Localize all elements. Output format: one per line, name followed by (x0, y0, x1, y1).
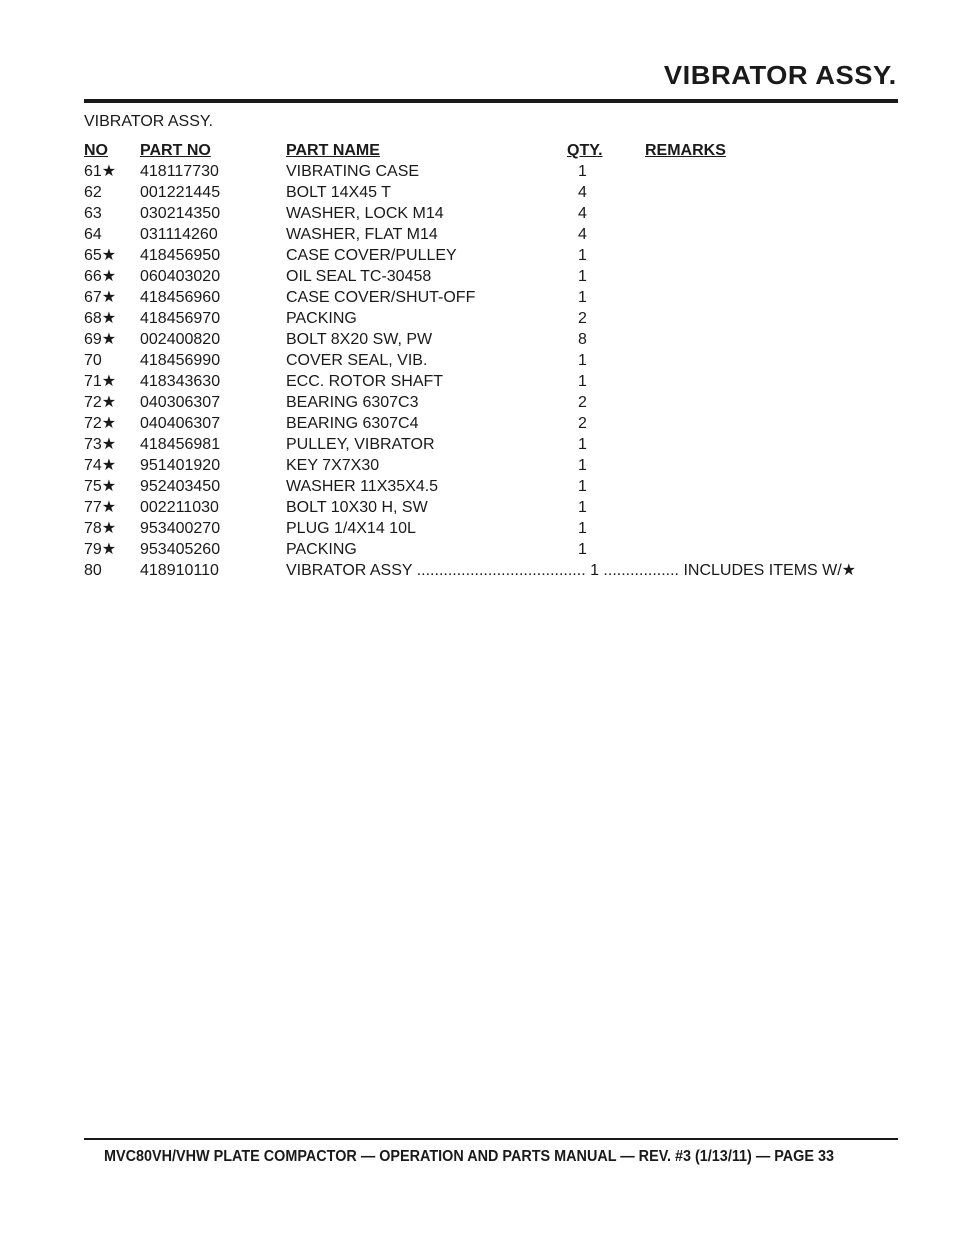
row-part-name: OIL SEAL TC-30458 (286, 268, 432, 285)
footer-text: MVC80VH/VHW PLATE COMPACTOR — OPERATION AND PARTS MANUAL — REV. #3 (1/13/11) — PAGE 33 (104, 1148, 834, 1165)
row-no: 79★ (84, 541, 117, 558)
row-qty: 8 (578, 331, 587, 348)
row-part-no: 953400270 (140, 520, 221, 537)
table-row (84, 392, 884, 413)
table-row (84, 539, 884, 560)
page-title: VIBRATOR ASSY. (664, 60, 897, 90)
row-part-name: CASE COVER/PULLEY (286, 247, 457, 264)
table-row (84, 434, 884, 455)
row-part-no: 418456981 (140, 436, 221, 453)
header-part-name: PART NAME (286, 142, 380, 159)
row-no: 77★ (84, 499, 117, 516)
row-qty: 1 (578, 436, 587, 453)
row-part-name: WASHER 11X35X4.5 (286, 478, 439, 495)
parts-table (84, 140, 884, 581)
row-part-name: COVER SEAL, VIB. (286, 352, 428, 369)
row-part-no: 418343630 (140, 373, 221, 390)
row-qty: 1 (578, 520, 587, 537)
row-qty: 1 (578, 289, 587, 306)
row-part-no: 951401920 (140, 457, 221, 474)
row-part-name: BEARING 6307C4 (286, 415, 419, 432)
table-row-last (84, 560, 884, 581)
row-part-no: 952403450 (140, 478, 221, 495)
row-part-no: 040406307 (140, 415, 221, 432)
header-no: NO (84, 142, 108, 159)
table-row (84, 203, 884, 224)
row-no: 61★ (84, 163, 117, 180)
row-part-no: 953405260 (140, 541, 221, 558)
row-part-no: 002211030 (140, 499, 219, 516)
row-no: 70 (84, 352, 102, 369)
row-no: 65★ (84, 247, 117, 264)
row-no: 68★ (84, 310, 117, 327)
table-row (84, 308, 884, 329)
row-part-name: PULLEY, VIBRATOR (286, 436, 435, 453)
row-part-name: BOLT 14X45 T (286, 184, 391, 201)
row-no: 75★ (84, 478, 117, 495)
row-part-no: 418910110 (140, 562, 219, 579)
table-row (84, 329, 884, 350)
row-no: 67★ (84, 289, 117, 306)
section-label: VIBRATOR ASSY. (84, 113, 213, 130)
row-no: 69★ (84, 331, 117, 348)
row-part-no: 418456970 (140, 310, 221, 327)
row-part-no: 060403020 (140, 268, 221, 285)
row-name-dotted: VIBRATOR ASSY ...................................... 1 ................. INCLUDES ITEMS W/★ (286, 562, 857, 579)
row-qty: 1 (578, 163, 587, 180)
row-no: 63 (84, 205, 102, 222)
row-qty: 1 (578, 457, 587, 474)
header-remarks: REMARKS (645, 142, 726, 159)
row-qty: 4 (578, 184, 587, 201)
row-part-name: PLUG 1/4X14 10L (286, 520, 416, 537)
table-row (84, 161, 884, 182)
row-part-no: 418117730 (140, 163, 219, 180)
top-rule (84, 99, 898, 103)
row-qty: 4 (578, 205, 587, 222)
table-row (84, 266, 884, 287)
row-no: 71★ (84, 373, 117, 390)
row-qty: 2 (578, 394, 587, 411)
row-part-no: 418456990 (140, 352, 221, 369)
row-part-name: BEARING 6307C3 (286, 394, 419, 411)
row-part-name: ECC. ROTOR SHAFT (286, 373, 444, 390)
row-part-name: CASE COVER/SHUT-OFF (286, 289, 476, 306)
row-part-no: 030214350 (140, 205, 221, 222)
row-part-name: WASHER, FLAT M14 (286, 226, 438, 243)
row-no: 78★ (84, 520, 117, 537)
row-part-no: 002400820 (140, 331, 221, 348)
row-qty: 1 (578, 268, 587, 285)
row-qty: 1 (578, 373, 587, 390)
row-no: 62 (84, 184, 102, 201)
row-part-name: KEY 7X7X30 (286, 457, 380, 474)
table-row (84, 350, 884, 371)
row-qty: 2 (578, 310, 587, 327)
row-qty: 2 (578, 415, 587, 432)
row-part-no: 040306307 (140, 394, 221, 411)
table-row (84, 518, 884, 539)
row-no: 74★ (84, 457, 117, 474)
header-qty: QTY. (567, 142, 603, 159)
row-no: 72★ (84, 394, 117, 411)
bottom-rule (84, 1138, 898, 1140)
row-qty: 4 (578, 226, 587, 243)
header-part-no: PART NO (140, 142, 211, 159)
row-no: 66★ (84, 268, 117, 285)
table-row (84, 455, 884, 476)
table-row (84, 245, 884, 266)
table-row (84, 497, 884, 518)
row-part-name: BOLT 8X20 SW, PW (286, 331, 433, 348)
table-row (84, 476, 884, 497)
row-part-name: WASHER, LOCK M14 (286, 205, 444, 222)
row-qty: 1 (578, 478, 587, 495)
row-qty: 1 (578, 541, 587, 558)
row-part-name: BOLT 10X30 H, SW (286, 499, 428, 516)
row-qty: 1 (578, 352, 587, 369)
table-row (84, 224, 884, 245)
row-part-name: PACKING (286, 310, 357, 327)
row-part-no: 418456960 (140, 289, 221, 306)
table-header (84, 140, 884, 161)
row-part-no: 031114260 (140, 226, 218, 243)
row-qty: 1 (578, 499, 587, 516)
row-part-name: VIBRATING CASE (286, 163, 420, 180)
table-row (84, 371, 884, 392)
row-no: 80 (84, 562, 102, 579)
row-no: 72★ (84, 415, 117, 432)
table-row (84, 182, 884, 203)
page-footer (104, 1148, 915, 1166)
table-row (84, 287, 884, 308)
row-no: 73★ (84, 436, 117, 453)
row-part-no: 418456950 (140, 247, 221, 264)
table-row (84, 413, 884, 434)
row-no: 64 (84, 226, 102, 243)
row-part-name: PACKING (286, 541, 357, 558)
row-part-no: 001221445 (140, 184, 221, 201)
row-qty: 1 (578, 247, 587, 264)
